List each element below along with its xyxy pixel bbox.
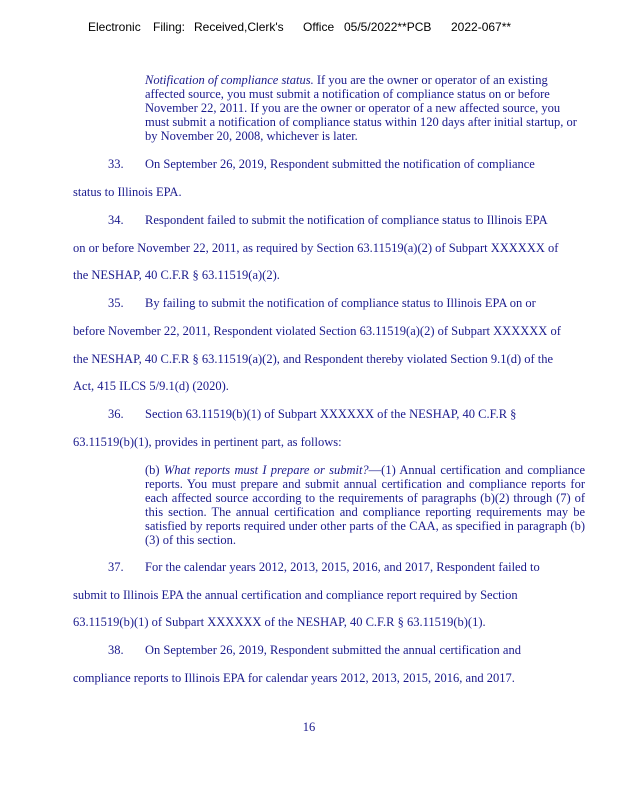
paragraph-line: By failing to submit the notification of compliance status to Illinois EPA on or bbox=[145, 296, 536, 310]
paragraph-line: Act, 415 ILCS 5/9.1(d) (2020). bbox=[73, 379, 229, 393]
quote-prefix: (b) bbox=[145, 463, 160, 477]
header-received-clerks: Received,Clerk's bbox=[194, 20, 284, 34]
paragraph-line: the NESHAP, 40 C.F.R § 63.11519(a)(2), and Respondent thereby violated Section 9.1(d) of the bbox=[73, 352, 554, 366]
paragraph-line: Respondent failed to submit the notification of compliance status to Illinois EPA bbox=[145, 213, 548, 227]
paragraph-number: 36. bbox=[108, 407, 124, 421]
paragraph-line: status to Illinois EPA. bbox=[73, 185, 182, 199]
header-electronic: Electronic bbox=[88, 20, 141, 34]
quote-body: —(1) Annual certification and compliance reports. You must prepare and submit annual certification and compliance reports for each affected source according to the requirements of paragraphs (b)(2) through (7) of this section. The annual certification and compliance reporting requirements may be satisfied by reports required under other parts of the CAA, as specified in paragraph (b)(3) of this section. bbox=[145, 463, 585, 547]
block-quote-notification bbox=[145, 73, 585, 143]
paragraph-line: submit to Illinois EPA the annual certification and compliance report required by Section bbox=[73, 588, 518, 602]
paragraph-line: For the calendar years 2012, 2013, 2015, 2016, and 2017, Respondent failed to bbox=[145, 560, 540, 574]
paragraph-number: 33. bbox=[108, 157, 124, 171]
header-filing: Filing: bbox=[153, 20, 186, 34]
paragraph-number: 38. bbox=[108, 643, 124, 657]
page-number: 16 bbox=[302, 720, 316, 734]
paragraph-line: on or before November 22, 2011, as required by Section 63.11519(a)(2) of Subpart XXXXXX of bbox=[73, 241, 559, 255]
paragraph-number: 37. bbox=[108, 560, 124, 574]
header-date-pcb: 05/5/2022**PCB bbox=[344, 20, 432, 34]
paragraph-line: On September 26, 2019, Respondent submitted the notification of compliance bbox=[145, 157, 535, 171]
paragraph-line: the NESHAP, 40 C.F.R § 63.11519(a)(2). bbox=[73, 268, 280, 282]
quote-body: If you are the owner or operator of an existing affected source, you must submit a notification of compliance status on or before November 22, 2011. If you are the owner or operator of a new affected source, you must submit a notification of compliance status within 120 days after initial startup, or by November 20, 2008, whichever is later. bbox=[145, 73, 577, 143]
header-office: Office bbox=[303, 20, 335, 34]
paragraph-line: before November 22, 2011, Respondent violated Section 63.11519(a)(2) of Subpart XXXXXX of bbox=[73, 324, 561, 338]
paragraph-line: Section 63.11519(b)(1) of Subpart XXXXXX of the NESHAP, 40 C.F.R § bbox=[145, 407, 517, 421]
paragraph-line: compliance reports to Illinois EPA for calendar years 2012, 2013, 2015, 2016, and 2017. bbox=[73, 671, 515, 685]
header-case-number: 2022-067** bbox=[451, 20, 512, 34]
paragraph-line: 63.11519(b)(1) of Subpart XXXXXX of the NESHAP, 40 C.F.R § 63.11519(b)(1). bbox=[73, 615, 486, 629]
block-quote-reports bbox=[145, 463, 585, 547]
paragraph-number: 35. bbox=[108, 296, 124, 310]
quote-title: Notification of compliance status. bbox=[145, 73, 314, 87]
paragraph-number: 34. bbox=[108, 213, 124, 227]
quote-title: What reports must I prepare or submit? bbox=[163, 463, 369, 477]
paragraph-line: 63.11519(b)(1), provides in pertinent part, as follows: bbox=[73, 435, 342, 449]
paragraph-line: On September 26, 2019, Respondent submitted the annual certification and bbox=[145, 643, 521, 657]
